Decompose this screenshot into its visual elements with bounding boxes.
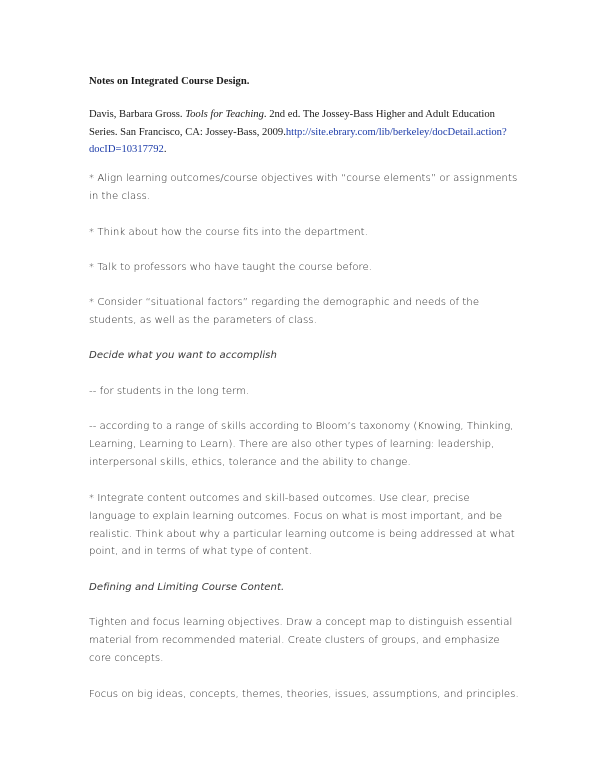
document-title: Notes on Integrated Course Design. — [89, 76, 250, 87]
paragraph-department: * Think about how the course fits into the department. — [89, 227, 368, 238]
paragraph-tighten: Tighten and focus learning objectives. Draw a concept map to distinguish essential material from recommended material. Create clusters of groups, and emphasize core concepts. — [89, 617, 513, 664]
paragraph-integrate: * Integrate content outcomes and skill-based outcomes. Use clear, precise language to explain learning outcomes. Focus on what is most important, and be realistic. Think about why a particular learning outcome is being addressed at what point, and in terms of what type of content. — [89, 493, 515, 558]
citation-link[interactable]: http://site.ebrary.com/lib/berkeley/docDetail.action?docID=10317792 — [89, 126, 507, 155]
paragraph-long-term: -- for students in the long term. — [89, 386, 250, 397]
paragraph-blooms: -- according to a range of skills according to Bloom’s taxonomy (Knowing, Thinking, Learning, Learning to Learn). There are also other types of learning: leadership, interpersonal skills, ethics, tolerance and the ability to change. — [89, 421, 514, 468]
heading-content: Defining and Limiting Course Content. — [89, 582, 285, 593]
paragraph-big-ideas: Focus on big ideas, concepts, themes, theories, issues, assumptions, and principles. — [89, 689, 519, 700]
paragraph-situational: * Consider “situational factors” regarding the demographic and needs of the students, as well as the parameters of class. — [89, 297, 480, 326]
citation: Davis, Barbara Gross. Tools for Teaching. 2nd ed. The Jossey-Bass Higher and Adult Education Series. San Francisco, CA: Jossey-Bass, 2009.http://site.ebrary.com/lib/berkeley/docDetail.action?docID=10317792. — [89, 109, 507, 155]
book-title: Tools for Teaching — [185, 109, 264, 120]
paragraph-align: * Align learning outcomes/course objectives with “course elements” or assignments in the class. — [89, 173, 518, 202]
paragraph-professors: * Talk to professors who have taught the course before. — [89, 262, 373, 273]
heading-accomplish: Decide what you want to accomplish — [89, 350, 277, 361]
